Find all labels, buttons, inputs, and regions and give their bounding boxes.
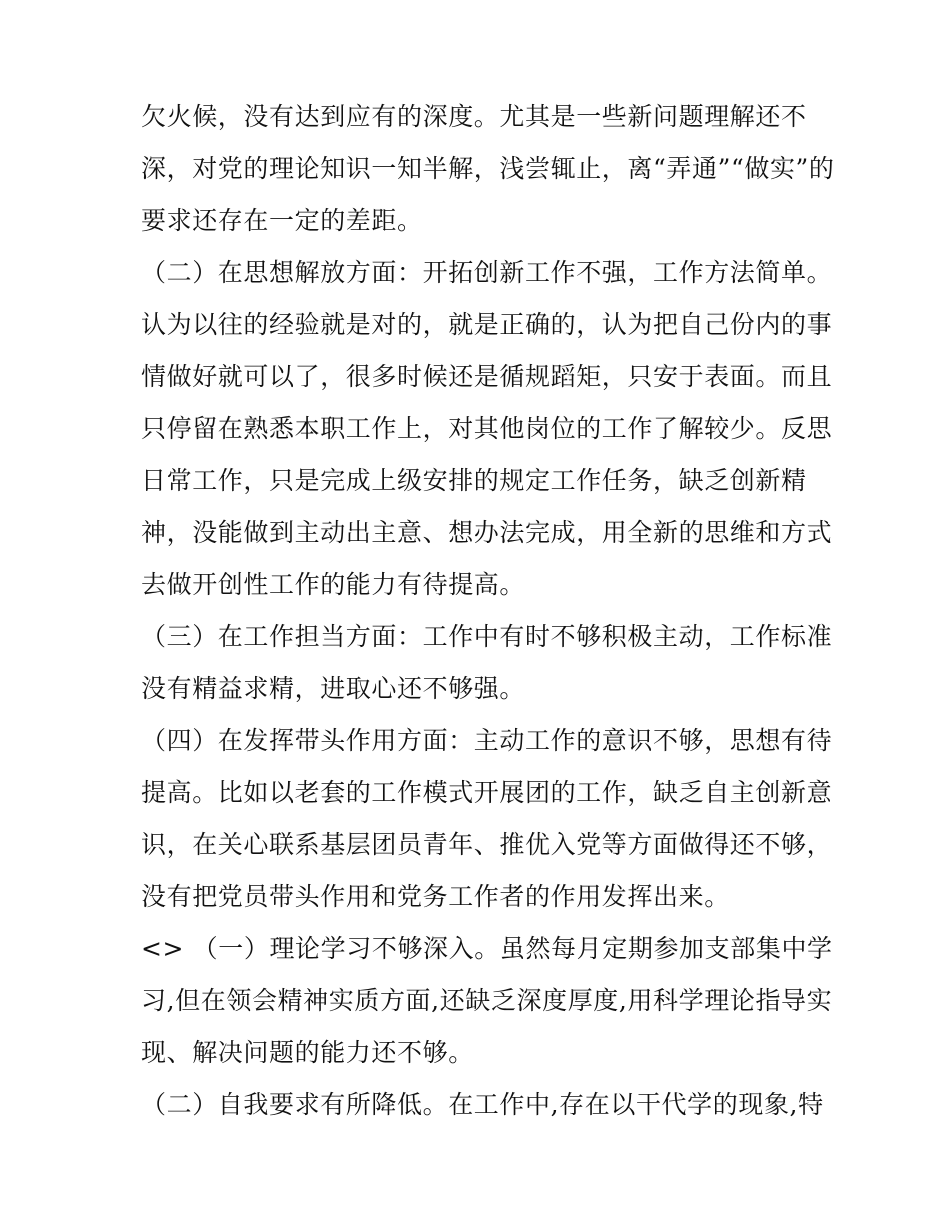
text-line: <> （一）理论学习不够深入。虽然每月定期参加支部集中学 [141,934,833,963]
text-line: 习,但在领会精神实质方面,还缺乏深度厚度,用科学理论指导实 [141,986,833,1015]
text-line: （四）在发挥带头作用方面：主动工作的意识不够，思想有待 [141,726,833,755]
text-line: 深，对党的理论知识一知半解，浅尝辄止，离“弄通”“做实”的 [141,154,835,183]
text-line: 情做好就可以了，很多时候还是循规蹈矩，只安于表面。而且 [141,362,833,391]
text-line: 提高。比如以老套的工作模式开展团的工作，缺乏自主创新意 [141,778,833,807]
text-line: 没有精益求精，进取心还不够强。 [141,674,526,703]
document-body [141,102,835,1144]
text-line: 欠火候，没有达到应有的深度。尤其是一些新问题理解还不 [141,102,807,131]
text-line: （三）在工作担当方面：工作中有时不够积极主动，工作标准 [141,622,833,651]
text-line: 现、解决问题的能力还不够。 [141,1038,474,1067]
text-line: 去做开创性工作的能力有待提高。 [141,570,526,599]
text-line: 只停留在熟悉本职工作上，对其他岗位的工作了解较少。反思 [141,414,833,443]
text-line: 要求还存在一定的差距。 [141,206,423,235]
text-line: （二）自我要求有所降低。在工作中,存在以干代学的现象,特 [141,1090,824,1119]
text-line: 神，没能做到主动出主意、想办法完成，用全新的思维和方式 [141,518,833,547]
text-line: 认为以往的经验就是对的，就是正确的，认为把自己份内的事 [141,310,833,339]
text-line: 没有把党员带头作用和党务工作者的作用发挥出来。 [141,882,730,911]
text-line: 识，在关心联系基层团员青年、推优入党等方面做得还不够， [141,830,833,859]
text-line: 日常工作，只是完成上级安排的规定工作任务，缺乏创新精 [141,466,807,495]
text-line: （二）在思想解放方面：开拓创新工作不强，工作方法简单。 [141,258,833,287]
